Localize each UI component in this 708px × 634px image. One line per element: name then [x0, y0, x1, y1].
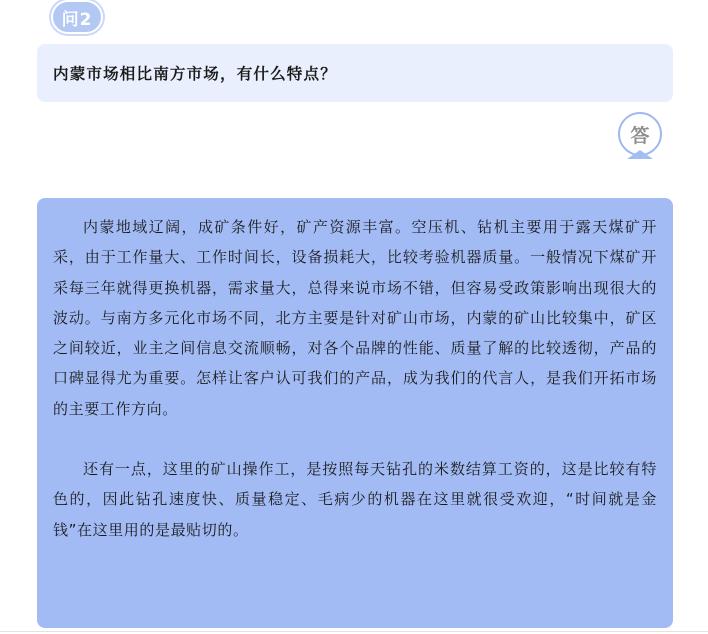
speech-tail-icon — [627, 150, 653, 159]
question-box — [37, 44, 673, 102]
question-number-badge — [51, 0, 103, 34]
answer-badge — [618, 112, 662, 158]
bottom-divider — [0, 631, 708, 632]
answer-box — [37, 198, 673, 628]
answer-badge-label: 答 — [630, 124, 650, 147]
answer-paragraph-1: 内蒙地域辽阔，成矿条件好，矿产资源丰富。空压机、钻机主要用于露天煤矿开采，由于工作量大、工作时间长，设备损耗大，比较考验机器质量。一般情况下煤矿开采每三年就得更换机器，需求量大，总得来说市场不错，但容易受政策影响出现很大的波动。与南方多元化市场不同，北方主要是针对矿山市场，内蒙的矿山比较集中，矿区之间较近，业主之间信息交流顺畅，对各个品牌的性能、质量了解的比较透彻，产品的口碑显得尤为重要。怎样让客户认可我们的产品，成为我们的代言人，是我们开拓市场的主要工作方向。 — [53, 218, 657, 418]
question-number-label: 问2 — [61, 9, 93, 30]
question-text: 内蒙市场相比南方市场，有什么特点？ — [53, 65, 337, 83]
answer-paragraph-2: 还有一点，这里的矿山操作工，是按照每天钻孔的米数结算工资的，这是比较有特色的，因此钻孔速度快、质量稳定、毛病少的机器在这里就很受欢迎，“时间就是金钱”在这里用的是最贴切的。 — [53, 460, 657, 539]
